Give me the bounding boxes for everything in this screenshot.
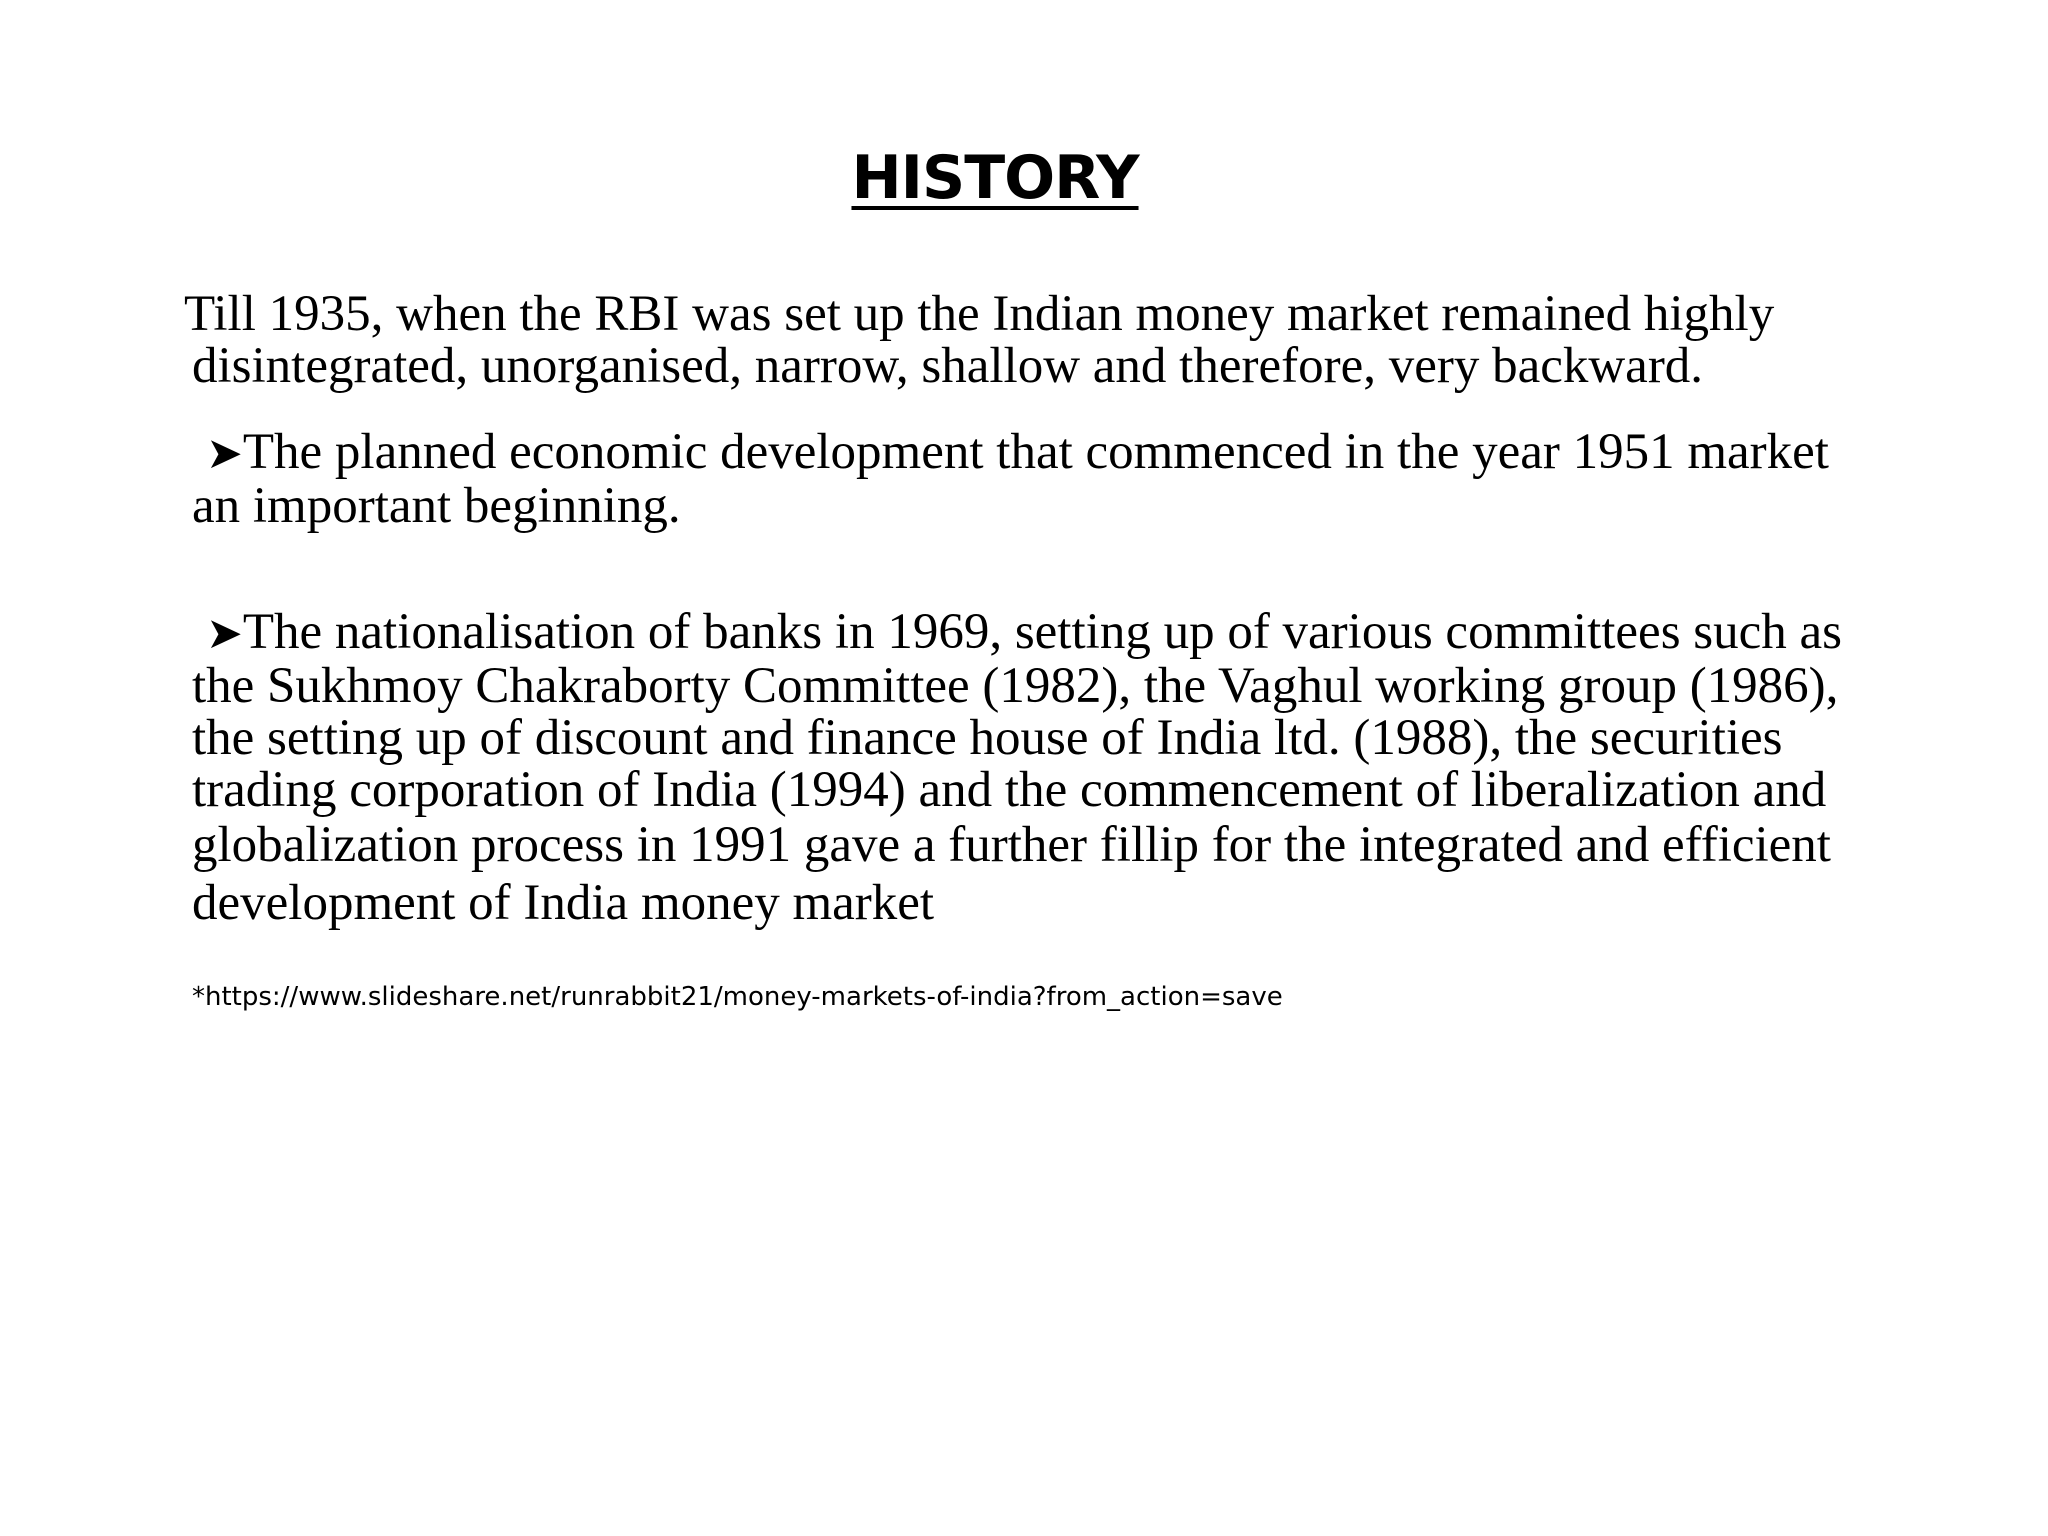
paragraph-line: trading corporation of India (1994) and the commencement of liberalization and bbox=[192, 762, 1827, 818]
paragraph-line: an important beginning. bbox=[192, 478, 681, 534]
slide-title: HISTORY bbox=[851, 143, 1139, 213]
bullet-planned-development bbox=[192, 426, 1992, 532]
paragraph-line: globalization process in 1991 gave a further fillip for the integrated and efficient bbox=[192, 817, 1831, 873]
arrow-bullet-icon: ➤ bbox=[206, 608, 243, 659]
paragraph-line: The nationalisation of banks in 1969, setting up of various committees such as bbox=[242, 604, 1843, 660]
paragraph-line: development of India money market bbox=[192, 875, 935, 931]
bullet-nationalisation bbox=[192, 606, 1992, 932]
source-citation: *https://www.slideshare.net/runrabbit21/money-markets-of-india?from_action=save bbox=[192, 982, 1283, 1012]
paragraph-line: the Sukhmoy Chakraborty Committee (1982), the Vaghul working group (1986), bbox=[192, 658, 1839, 714]
paragraph-line: the setting up of discount and finance house of India ltd. (1988), the securities bbox=[192, 710, 1783, 766]
paragraph-line: disintegrated, unorganised, narrow, shallow and therefore, very backward. bbox=[192, 338, 1704, 394]
arrow-bullet-icon: ➤ bbox=[206, 428, 243, 479]
paragraph-first-line bbox=[192, 606, 1992, 660]
paragraph-intro bbox=[184, 286, 1992, 394]
paragraph-first-line bbox=[192, 426, 1992, 480]
paragraph-line: Till 1935, when the RBI was set up the Indian money market remained highly bbox=[184, 286, 1775, 342]
paragraph-line: The planned economic development that commenced in the year 1951 market bbox=[242, 424, 1829, 480]
